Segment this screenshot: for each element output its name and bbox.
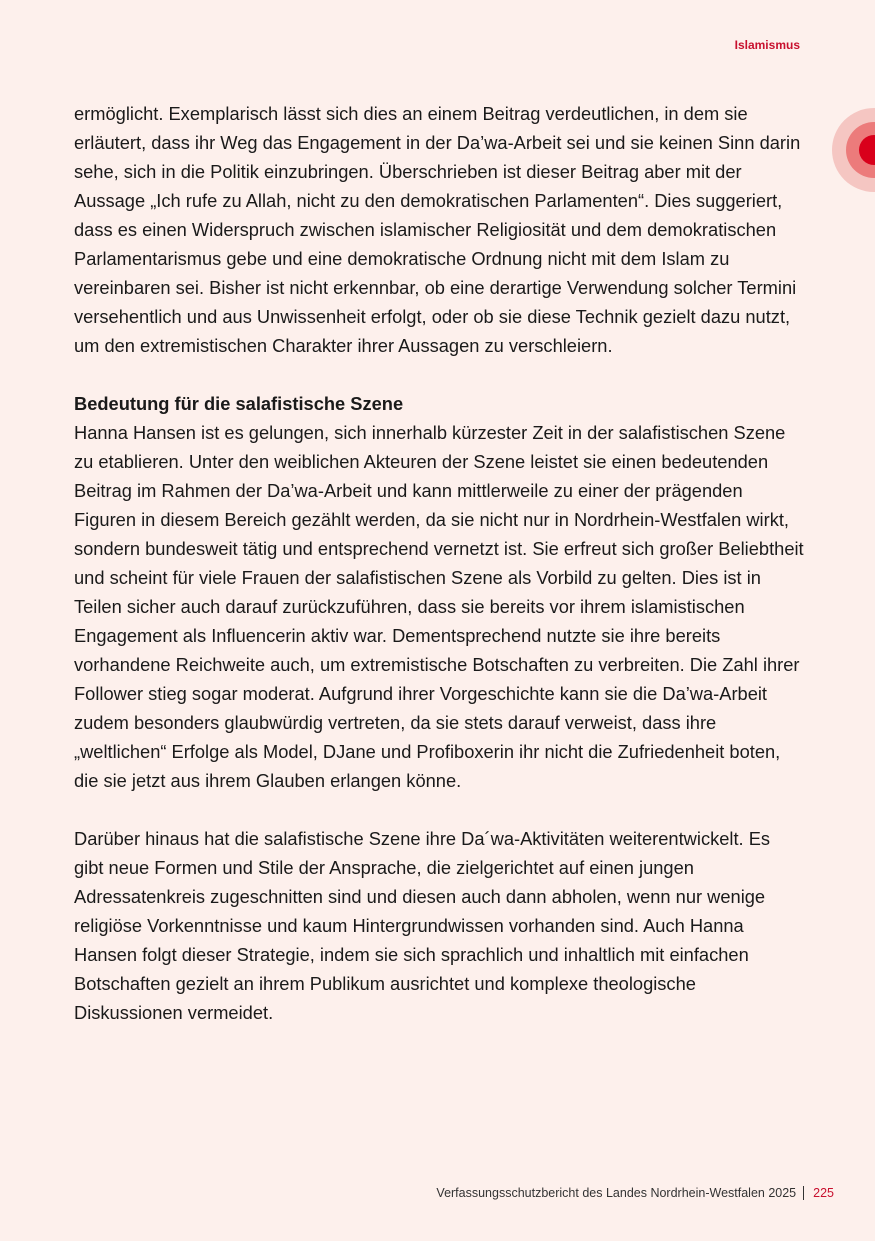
page-number: 225 <box>813 1186 834 1200</box>
paragraph-intro: ermöglicht. Exemplarisch lässt sich dies an einem Beitrag verdeutlichen, in dem sie erläutert, dass ihr Weg das Engagement in der Da’wa-Arbeit sei und sie keinen Sinn darin sehe, sich in die Politik einzubringen. Überschrieben ist dieser Beitrag aber mit der Aussage „Ich rufe zu Allah, nicht zu den demokratischen Parlamenten“. Dies suggeriert, dass es einen Widerspruch zwischen islamischer Religiosität und dem demokratischen Parlamentarismus gebe und eine demokratische Ordnung nicht mit dem Islam zu vereinbaren sei. Bisher ist nicht erkennbar, ob eine derartige Verwendung solcher Termini versehentlich und aus Unwissenheit erfolgt, oder ob sie diese Technik gezielt dazu nutzt, um den extremistischen Charakter ihrer Aussagen zu verschleiern. <box>74 103 801 356</box>
page-footer <box>436 1186 834 1200</box>
publication-title: Verfassungsschutzbericht des Landes Nordrhein-Westfalen 2025 <box>436 1186 797 1200</box>
section-label: Islamismus <box>734 38 800 52</box>
footer-divider <box>803 1186 804 1200</box>
body-text <box>74 99 804 1027</box>
chapter-marker-icon <box>832 108 875 192</box>
paragraph-development: Darüber hinaus hat die salafistische Szene ihre Da´wa-Aktivitäten weiterentwickelt. Es gibt neue Formen und Stile der Ansprache, die zielgerichtet auf einen jungen Adressatenkreis zugeschnitten sind und diesen auch dann abholen, wenn nur wenige religiöse Vorkenntnisse und kaum Hintergrundwissen vorhanden sind. Auch Hanna Hansen folgt dieser Strategie, indem sie sich sprachlich und inhaltlich mit einfachen Botschaften gezielt an ihrem Publikum ausrichtet und komplexe theologische Diskussionen vermeidet. <box>74 828 771 1023</box>
section-heading: Bedeutung für die salafistische Szene <box>74 393 404 414</box>
paragraph-significance: Hanna Hansen ist es gelungen, sich innerhalb kürzester Zeit in der salafistischen Szene zu etablieren. Unter den weiblichen Akteuren der Szene leistet sie einen bedeutenden Beitrag im Rahmen der Da’wa-Arbeit und kann mittlerweile zu einer der prägenden Figuren in diesem Bereich gezählt werden, da sie nicht nur in Nordrhein-Westfalen wirkt, sondern bundesweit tätig und entsprechend vernetzt ist. Sie erfreut sich großer Beliebtheit und scheint für viele Frauen der salafistischen Szene als Vorbild zu gelten. Dies ist in Teilen sicher auch darauf zurückzuführen, dass sie bereits vor ihrem islamistischen Engagement als Influencerin aktiv war. Dementsprechend nutzte sie ihre bereits vorhandene Reichweite auch, um extremistische Botschaften zu verbreiten. Die Zahl ihrer Follower stieg sogar moderat. Aufgrund ihrer Vorgeschichte kann sie die Da’wa-Arbeit zudem besonders glaubwürdig vertreten, da sie stets darauf verweist, dass ihre „weltlichen“ Erfolge als Model, DJane und Profiboxerin ihr nicht die Zufriedenheit boten, die sie jetzt aus ihrem Glauben erlangen könne. <box>74 422 804 791</box>
